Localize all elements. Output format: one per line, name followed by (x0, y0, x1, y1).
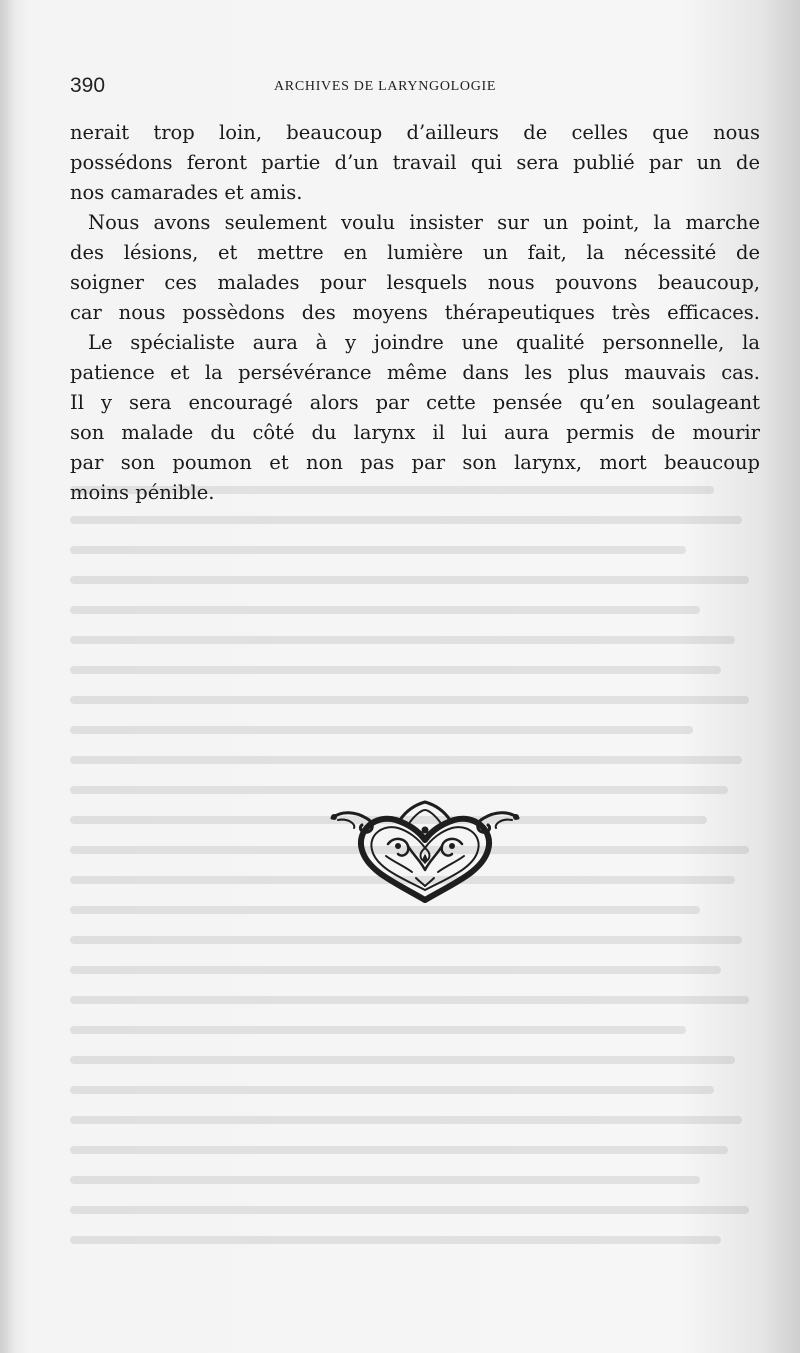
text-line: nerait trop loin, beaucoup d’ailleurs de celles que nous (70, 121, 760, 144)
text-line: possédons feront partie d’un travail qui sera publié par un de (70, 151, 760, 174)
text-line: son malade du côté du larynx il lui aura permis de mourir (70, 421, 760, 444)
decorative-vignette-icon (328, 800, 522, 904)
text-line: nos camarades et amis. (70, 181, 303, 204)
text-line: patience et la persévérance même dans les plus mauvais cas. (70, 361, 760, 384)
text-line: soigner ces malades pour lesquels nous pouvons beaucoup, (70, 271, 760, 294)
text-line: des lésions, et mettre en lumière un fait, la nécessité de (70, 241, 760, 264)
running-title: ARCHIVES DE LARYNGOLOGIE (274, 79, 497, 94)
body-text (70, 118, 760, 508)
text-line: par son poumon et non pas par son larynx, mort beaucoup (70, 451, 760, 474)
page-gutter-shadow (0, 0, 14, 1353)
running-head (70, 74, 770, 104)
text-line: car nous possèdons des moyens thérapeutiques très efficaces. (70, 301, 760, 324)
page-number: 390 (70, 74, 106, 97)
text-line: Le spécialiste aura à y joindre une qualité personnelle, la (88, 331, 760, 354)
text-line: moins pénible. (70, 481, 215, 504)
text-line: Il y sera encouragé alors par cette pensée qu’en soulageant (70, 391, 760, 414)
text-line: Nous avons seulement voulu insister sur un point, la marche (88, 211, 760, 234)
